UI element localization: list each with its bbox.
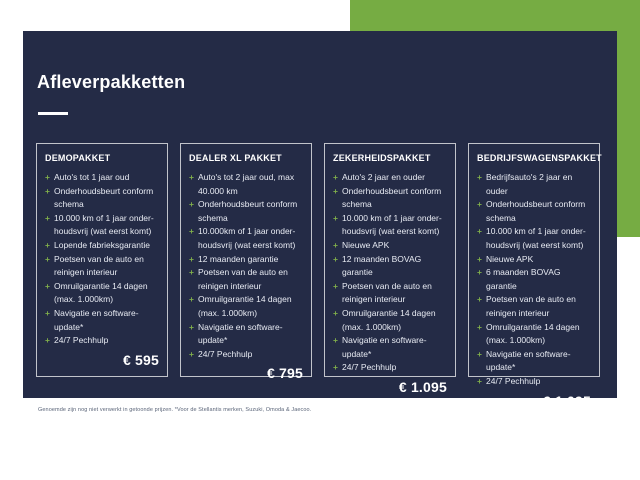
plus-bullet-icon: + bbox=[333, 307, 338, 318]
feature-text: Auto's 2 jaar en ouder bbox=[342, 172, 425, 182]
plus-bullet-icon: + bbox=[189, 253, 194, 264]
package-feature bbox=[45, 334, 159, 348]
plus-bullet-icon: + bbox=[45, 335, 50, 346]
package-card-title: DEALER XL PAKKET bbox=[189, 153, 282, 163]
plus-bullet-icon: + bbox=[477, 172, 482, 182]
plus-bullet-icon: + bbox=[189, 199, 194, 210]
feature-text: 12 maanden BOVAG garantie bbox=[342, 253, 422, 278]
package-feature bbox=[333, 307, 447, 334]
plus-bullet-icon: + bbox=[333, 212, 338, 223]
plus-bullet-icon: + bbox=[477, 294, 482, 305]
package-card bbox=[468, 143, 602, 409]
feature-text: Onderhoudsbeurt conform schema bbox=[486, 199, 586, 223]
page-title: Afleverpakketten bbox=[37, 72, 186, 92]
plus-bullet-icon: + bbox=[189, 172, 194, 182]
package-feature bbox=[189, 171, 303, 198]
feature-text: Auto's tot 2 jaar oud, max 40.000 km bbox=[198, 172, 295, 196]
package-feature bbox=[45, 280, 159, 307]
package-feature bbox=[477, 253, 591, 267]
plus-bullet-icon: + bbox=[333, 185, 338, 196]
feature-text: Poetsen van de auto en reinigen interieur bbox=[198, 267, 288, 291]
feature-text: Poetsen van de auto en reinigen interieur bbox=[54, 253, 144, 278]
package-feature bbox=[477, 198, 591, 225]
feature-text: 10.000 km of 1 jaar onder-houdsvrij (wat eerst komt) bbox=[54, 212, 154, 237]
package-feature bbox=[477, 171, 591, 198]
plus-bullet-icon: + bbox=[189, 321, 194, 332]
package-card bbox=[324, 143, 456, 395]
package-card-title: DEMOPAKKET bbox=[45, 153, 111, 163]
feature-text: 10.000 km of 1 jaar onder-houdsvrij (wat eerst komt) bbox=[342, 212, 442, 237]
package-feature bbox=[333, 361, 447, 375]
feature-text: 6 maanden BOVAG garantie bbox=[486, 267, 561, 291]
plus-bullet-icon: + bbox=[45, 239, 50, 250]
feature-text: Navigatie en software-update* bbox=[198, 321, 283, 346]
feature-text: Lopende fabrieksgarantie bbox=[54, 239, 150, 250]
package-card-title: ZEKERHEIDSPAKKET bbox=[333, 153, 431, 163]
package-feature bbox=[45, 171, 159, 185]
plus-bullet-icon: + bbox=[477, 226, 482, 237]
package-feature bbox=[189, 266, 303, 293]
plus-bullet-icon: + bbox=[477, 267, 482, 278]
package-feature bbox=[477, 225, 591, 252]
package-feature bbox=[333, 334, 447, 361]
plus-bullet-icon: + bbox=[45, 280, 50, 291]
package-feature bbox=[189, 348, 303, 362]
package-feature bbox=[333, 253, 447, 280]
feature-text: Omruilgarantie 14 dagen (max. 1.000km) bbox=[486, 321, 580, 346]
plus-bullet-icon: + bbox=[333, 239, 338, 250]
package-feature bbox=[189, 321, 303, 348]
feature-text: Omruilgarantie 14 dagen (max. 1.000km) bbox=[342, 307, 436, 332]
feature-text: 12 maanden garantie bbox=[198, 253, 279, 264]
feature-text: Poetsen van de auto en reinigen interieur bbox=[486, 294, 576, 318]
package-cards bbox=[36, 143, 602, 409]
package-feature bbox=[45, 307, 159, 334]
package-card bbox=[180, 143, 312, 382]
package-feature bbox=[333, 212, 447, 239]
plus-bullet-icon: + bbox=[189, 226, 194, 237]
feature-text: 24/7 Pechhulp bbox=[198, 348, 253, 359]
package-feature bbox=[333, 239, 447, 253]
card-items bbox=[333, 171, 447, 375]
card-items bbox=[45, 171, 159, 348]
footnote-text: Genoemde zijn nog niet verwerkt in getoonde prijzen. *Voor de Stellantis merken, Suzuki, Omoda & Jaecoo. bbox=[38, 407, 312, 413]
package-price: € 595 bbox=[122, 352, 159, 368]
plus-bullet-icon: + bbox=[333, 253, 338, 264]
plus-bullet-icon: + bbox=[45, 307, 50, 318]
plus-bullet-icon: + bbox=[45, 185, 50, 196]
plus-bullet-icon: + bbox=[189, 294, 194, 305]
plus-bullet-icon: + bbox=[477, 348, 482, 359]
package-feature bbox=[45, 212, 159, 239]
package-card bbox=[36, 143, 168, 377]
package-price: € 1.095 bbox=[542, 392, 591, 409]
feature-text: Auto's tot 1 jaar oud bbox=[54, 172, 130, 182]
package-feature bbox=[45, 239, 159, 253]
feature-text: Bedrijfsauto's 2 jaar en ouder bbox=[486, 172, 573, 196]
feature-text: Onderhoudsbeurt conform schema bbox=[342, 185, 442, 210]
feature-text: Omruilgarantie 14 dagen (max. 1.000km) bbox=[198, 294, 292, 318]
package-price: € 795 bbox=[266, 365, 303, 382]
plus-bullet-icon: + bbox=[45, 172, 50, 182]
title-underline bbox=[38, 112, 68, 115]
feature-text: 10.000km of 1 jaar onder-houdsvrij (wat eerst komt) bbox=[198, 226, 296, 250]
feature-text: Onderhoudsbeurt conform schema bbox=[54, 185, 154, 210]
plus-bullet-icon: + bbox=[333, 280, 338, 291]
feature-text: Navigatie en software-update* bbox=[342, 335, 427, 359]
package-feature bbox=[477, 321, 591, 348]
package-feature bbox=[477, 375, 591, 389]
package-feature bbox=[333, 280, 447, 307]
package-feature bbox=[477, 266, 591, 293]
plus-bullet-icon: + bbox=[333, 362, 338, 373]
plus-bullet-icon: + bbox=[45, 253, 50, 264]
card-items bbox=[477, 171, 591, 389]
feature-text: Nieuwe APK bbox=[486, 253, 534, 264]
package-feature bbox=[189, 253, 303, 267]
plus-bullet-icon: + bbox=[477, 321, 482, 332]
feature-text: 24/7 Pechhulp bbox=[342, 362, 397, 373]
package-feature bbox=[333, 171, 447, 185]
feature-text: 24/7 Pechhulp bbox=[486, 375, 541, 386]
package-feature bbox=[189, 198, 303, 225]
plus-bullet-icon: + bbox=[333, 335, 338, 346]
feature-text: Omruilgarantie 14 dagen (max. 1.000km) bbox=[54, 280, 148, 305]
feature-text: Poetsen van de auto en reinigen interieur bbox=[342, 280, 432, 305]
package-feature bbox=[45, 253, 159, 280]
package-card-title: BEDRIJFSWAGENSPAKKET bbox=[477, 153, 602, 163]
package-feature bbox=[477, 293, 591, 320]
feature-text: Navigatie en software-update* bbox=[54, 307, 139, 332]
feature-text: 10.000 km of 1 jaar onder-houdsvrij (wat eerst komt) bbox=[486, 226, 586, 250]
plus-bullet-icon: + bbox=[477, 375, 482, 386]
feature-text: Onderhoudsbeurt conform schema bbox=[198, 199, 298, 223]
package-feature bbox=[477, 348, 591, 375]
feature-text: Navigatie en software-update* bbox=[486, 348, 571, 373]
package-feature bbox=[45, 185, 159, 212]
plus-bullet-icon: + bbox=[189, 267, 194, 278]
plus-bullet-icon: + bbox=[45, 212, 50, 223]
feature-text: Nieuwe APK bbox=[342, 239, 390, 250]
plus-bullet-icon: + bbox=[333, 172, 338, 182]
plus-bullet-icon: + bbox=[477, 253, 482, 264]
package-feature bbox=[189, 225, 303, 252]
plus-bullet-icon: + bbox=[477, 199, 482, 210]
card-items bbox=[189, 171, 303, 361]
package-feature bbox=[333, 185, 447, 212]
feature-text: 24/7 Pechhulp bbox=[54, 335, 109, 346]
plus-bullet-icon: + bbox=[189, 348, 194, 359]
package-price: € 1.095 bbox=[398, 378, 447, 395]
package-feature bbox=[189, 293, 303, 320]
